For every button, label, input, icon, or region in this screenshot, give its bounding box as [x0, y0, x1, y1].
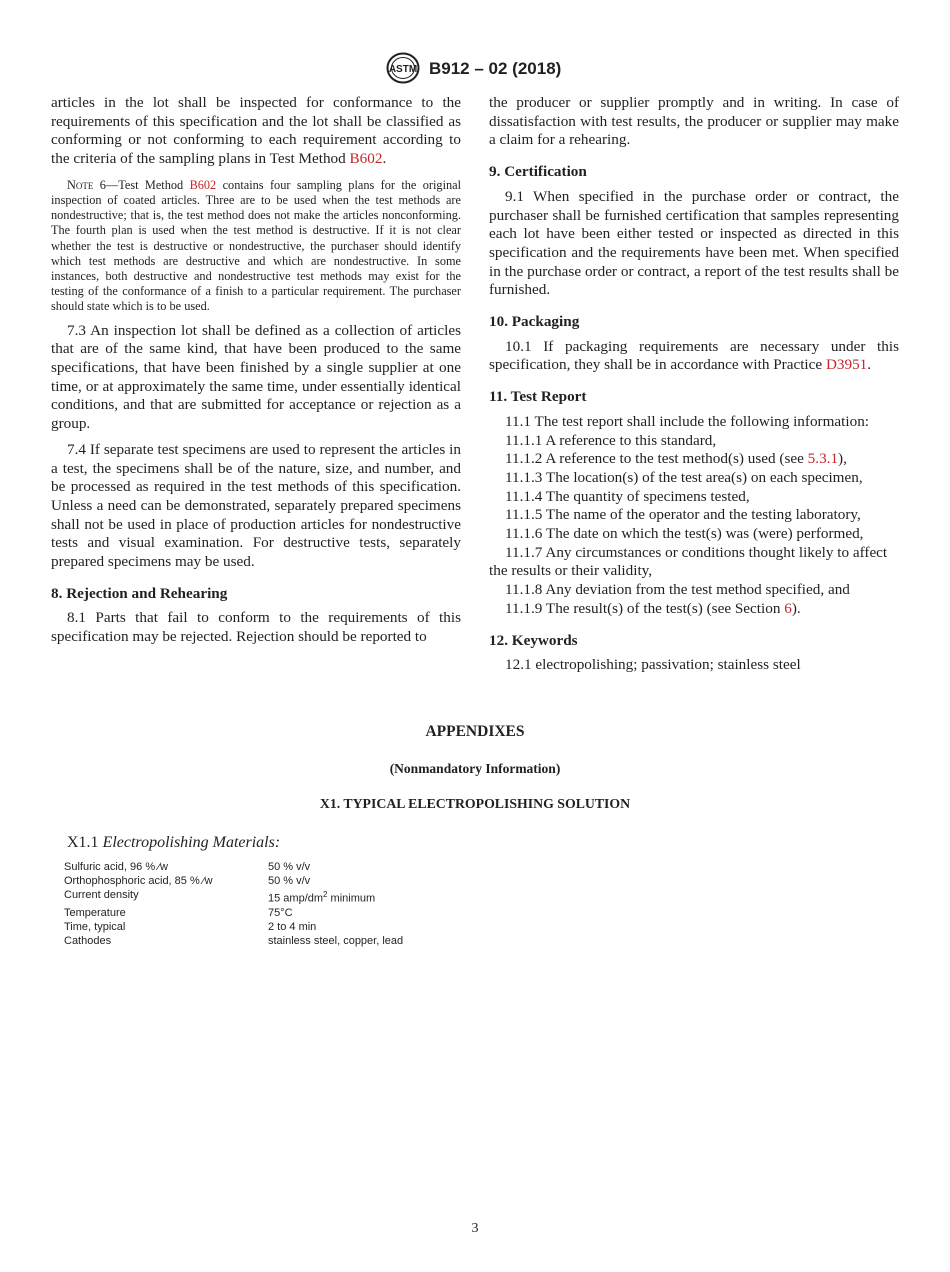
section-7-4: 7.4 If separate test specimens are used to represent the articles in a test, the specimens shall be of the nature, size, and number, and be processed as required in the test methods of this specification. Unless a need can be demonstrated, separately prepared specimens shall not be used in place of production articles for nondestructive tests and visual examination. For destructive tests, separately prepared specimens may be used.	[51, 440, 461, 571]
note-label: Note	[67, 177, 94, 192]
material-label: Sulfuric acid, 96 % ⁄w	[64, 861, 168, 873]
material-label: Orthophosphoric acid, 85 % ⁄w	[64, 875, 213, 887]
reference-link-b602[interactable]: B602	[349, 150, 383, 168]
list-item-11-1-3: 11.1.3 The location(s) of the test area(s) on each specimen,	[505, 468, 863, 486]
appendix-x1-title: X1. TYPICAL ELECTROPOLISHING SOLUTION	[319, 796, 631, 811]
document-designation: B912 – 02 (2018)	[429, 59, 562, 78]
heading-test-report: 11. Test Report	[489, 388, 587, 406]
page-number: 3	[471, 1221, 479, 1236]
note-6: Note 6—Test Method B602 contains four sampling plans for the original inspection of coated articles. Three are to be used when the test methods are nondestructive; that is, the test method does not make the articles nonconforming. The fourth plan is used when the test method is destructive. If it is not clear whether the test is destructive or nondestructive, the purchaser should identify which test methods are destructive and which are nondestructive. In some instances, both destructive and nondestructive test methods may exist for the testing of the conformance of a finish to a particular requirement. The purchaser should state which is to be used.	[51, 177, 462, 314]
material-value: stainless steel, copper, lead	[268, 934, 404, 947]
list-item-11-1-7: 11.1.7 Any circumstances or conditions thought likely to affect the results or their validity,	[489, 543, 888, 580]
section-7-3: 7.3 An inspection lot shall be defined as a collection of articles that are of the same kind, that have been produced to the same specifications, that have been finished by a single supplier at one time, or at approximately the same time, under essentially identical conditions, and that are submitted for acceptance or rejection as a group.	[51, 321, 461, 433]
reference-link-5-3-1[interactable]: 5.3.1	[807, 450, 839, 468]
list-item-11-1-6: 11.1.6 The date on which the test(s) was (were) performed,	[505, 525, 864, 543]
appendix-x1-1-heading: X1.1 Electropolishing Materials:	[67, 834, 281, 851]
section-12-1: 12.1 electropolishing; passivation; stainless steel	[505, 656, 801, 674]
material-label: Temperature	[64, 906, 126, 919]
right-column	[489, 94, 899, 675]
material-label: Cathodes	[64, 934, 112, 947]
material-value: 50 % v/v	[268, 861, 311, 873]
paragraph-continuation: articles in the lot shall be inspected for conformance to the requirements of this specification and the lot shall be classified as conforming or not conforming to each requirement according to the criteria of the sampling plans in Test Method B602.	[51, 94, 461, 168]
table-row	[64, 920, 403, 934]
list-item-11-1-8: 11.1.8 Any deviation from the test method specified, and	[505, 581, 850, 599]
section-10-1: 10.1 If packaging requirements are necessary under this specification, they shall be in accordance with Practice D3951.	[489, 337, 899, 374]
material-label: Time, typical	[64, 920, 126, 933]
table-row	[64, 874, 403, 888]
appendixes-subtitle: (Nonmandatory Information)	[389, 761, 561, 776]
left-column	[51, 94, 461, 647]
table-row	[64, 888, 403, 906]
material-value: 2 to 4 min	[268, 920, 317, 933]
appendixes-title: APPENDIXES	[425, 723, 525, 740]
table-row	[64, 906, 403, 920]
material-label: Current density	[64, 889, 139, 901]
section-8-1-continuation: the producer or supplier promptly and in writing. In case of dissatisfaction with test results, the producer or supplier may make a claim for a rehearing.	[489, 94, 899, 149]
table-row	[64, 860, 403, 874]
list-item-11-1-1: 11.1.1 A reference to this standard,	[505, 431, 717, 449]
astm-logo-icon	[386, 52, 420, 84]
reference-link-b602-note[interactable]: B602	[189, 177, 217, 192]
list-item-11-1-5: 11.1.5 The name of the operator and the testing laboratory,	[505, 506, 861, 524]
material-value: 15 amp/$dm^2$ minimum	[268, 890, 376, 905]
reference-link-section-6[interactable]: 6	[784, 599, 792, 617]
material-value: 50 % v/v	[268, 875, 311, 887]
logo-text: ASTM	[388, 64, 418, 75]
section-9-1: 9.1 When specified in the purchase order or contract, the purchaser shall be furnished certification that samples representing each lot have been either tested or inspected as directed in this specification and the requirements have been met. When specified in the purchase order or contract, a report of the test results shall be furnished.	[489, 187, 899, 299]
heading-keywords: 12. Keywords	[489, 631, 578, 649]
material-value: 75°C	[268, 906, 293, 919]
section-8-1: 8.1 Parts that fail to conform to the requirements of this specification may be rejected. Rejection should be reported to	[51, 609, 461, 646]
table-row	[64, 934, 403, 948]
list-item-11-1: 11.1 The test report shall include the following information:	[505, 412, 870, 430]
list-item-11-1-9: 11.1.9 The result(s) of the test(s) (see Section 6).	[505, 599, 801, 617]
list-item-11-1-2: 11.1.2 A reference to the test method(s) used (see 5.3.1),	[505, 450, 847, 468]
heading-packaging: 10. Packaging	[489, 313, 580, 331]
list-item-11-1-4: 11.1.4 The quantity of specimens tested,	[505, 487, 750, 505]
heading-rejection-and-rehearing: 8. Rejection and Rehearing	[51, 584, 228, 602]
page-header	[0, 52, 950, 86]
heading-certification: 9. Certification	[489, 163, 587, 181]
materials-table	[64, 860, 403, 948]
reference-link-d3951[interactable]: D3951	[825, 356, 868, 374]
